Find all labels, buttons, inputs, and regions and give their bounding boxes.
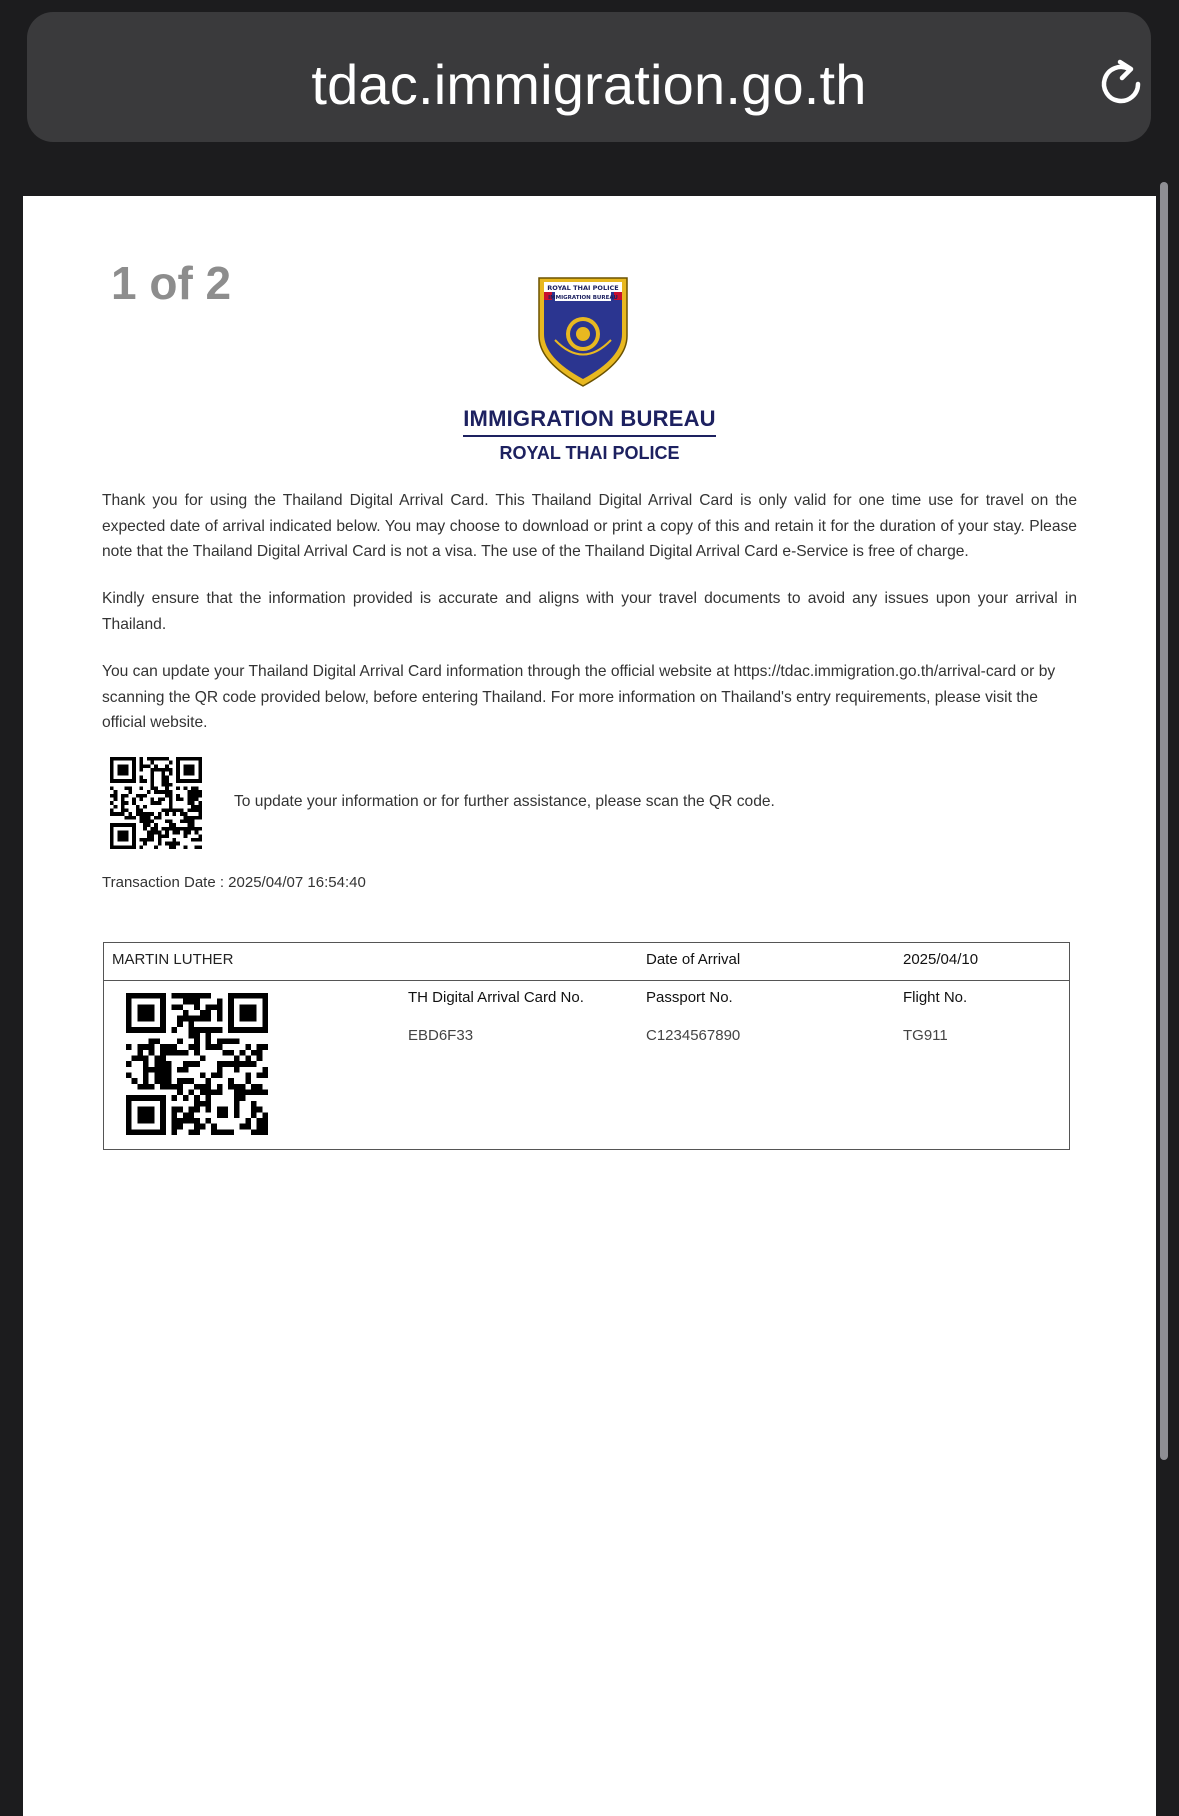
intro-paragraph: Thank you for using the Thailand Digital Arrival Card. This Thailand Digital Arrival Card is only valid for one time use for travel on the expected date of arrival indicated below. You may choose to download or print a copy of this and retain it for the duration of your stay. Please note that the Thailand Digital Arrival Card is not a visa. The use of the Thailand Digital Arrival Card e-Service is free of charge. xyxy=(102,492,1077,560)
flight-number-value: TG911 xyxy=(903,1027,948,1044)
transaction-label: Transaction Date : xyxy=(102,874,224,891)
tdac-number-value: EBD6F33 xyxy=(408,1027,474,1044)
svg-text:ROYAL THAI POLICE: ROYAL THAI POLICE xyxy=(547,284,619,292)
tdac-number-label: TH Digital Arrival Card No. xyxy=(408,989,584,1006)
reload-icon[interactable] xyxy=(1091,54,1151,114)
browser-top-bar xyxy=(0,0,1179,172)
passport-number-label: Passport No. xyxy=(646,989,733,1006)
page-counter: 1 of 2 xyxy=(111,257,232,309)
pdf-page xyxy=(23,196,1156,1816)
title-immigration-bureau: IMMIGRATION BUREAU xyxy=(463,406,716,437)
title-royal-thai-police: ROYAL THAI POLICE xyxy=(499,443,680,463)
arrival-card-qr-code-icon xyxy=(126,993,268,1135)
qr-caption: To update your information or for further assistance, please scan the QR code. xyxy=(234,793,775,810)
accuracy-paragraph: Kindly ensure that the information provided is accurate and aligns with your travel documents to avoid any issues upon your arrival in Thailand. xyxy=(102,590,1077,633)
url-text[interactable]: tdac.immigration.go.th xyxy=(311,53,867,116)
passport-number-value: C1234567890 xyxy=(646,1027,741,1044)
update-qr-code-icon xyxy=(110,757,202,849)
transaction-value: 2025/04/07 16:54:40 xyxy=(228,874,366,891)
update-paragraph: You can update your Thailand Digital Arrival Card information through the official website at https://tdac.immigration.go.th/arrival-card or by scanning the QR code provided below, before entering Thailand. For more information on Thailand's entry requirements, please visit the official website. xyxy=(102,663,1056,731)
flight-number-label: Flight No. xyxy=(903,989,968,1006)
royal-thai-police-emblem-icon xyxy=(533,274,633,389)
card-header-row xyxy=(104,943,1069,981)
bureau-title xyxy=(23,406,1156,464)
arrival-date-label: Date of Arrival xyxy=(646,951,741,968)
address-bar[interactable] xyxy=(27,12,1151,142)
traveler-name: MARTIN LUTHER xyxy=(112,951,234,968)
arrival-date-value: 2025/04/10 xyxy=(903,951,979,968)
scrollbar[interactable] xyxy=(1160,182,1168,1460)
transaction-date xyxy=(102,874,366,891)
arrival-card-table xyxy=(103,942,1070,1150)
svg-text:IMMIGRATION BUREAU: IMMIGRATION BUREAU xyxy=(548,295,618,301)
